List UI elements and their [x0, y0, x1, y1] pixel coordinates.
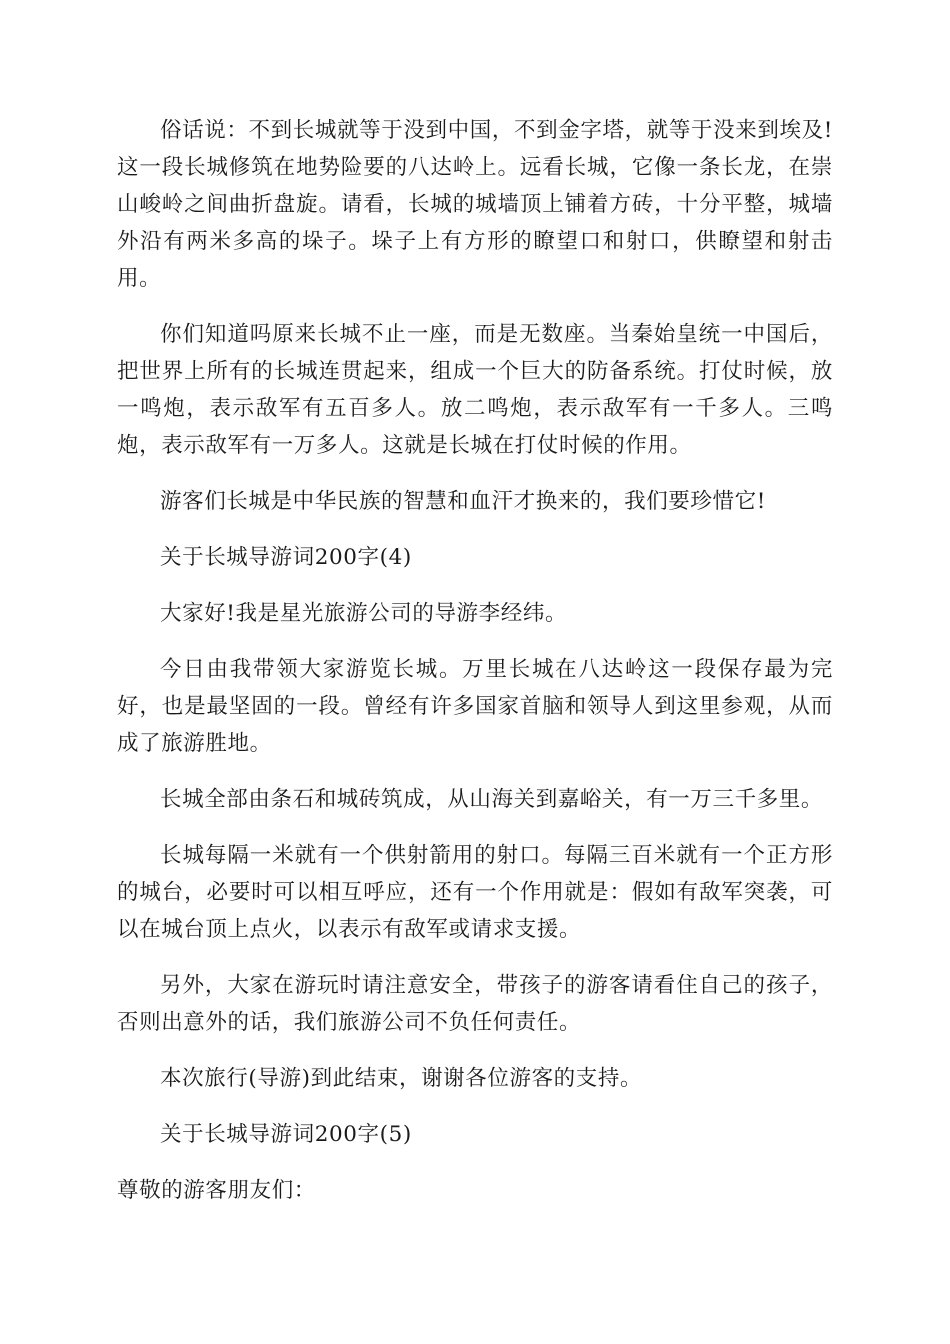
paragraph-badaling: 今日由我带领大家游览长城。万里长城在八达岭这一段保存最为完好，也是最坚固的一段。曾经有许多国家首脑和领导人到这里参观，从而成了旅游胜地。: [117, 657, 833, 756]
paragraph-salutation: 尊敬的游客朋友们：: [117, 1178, 316, 1203]
paragraph-construction: 长城全部由条石和城砖筑成，从山海关到嘉峪关，有一万三千多里。: [160, 787, 824, 812]
section-heading-5: 关于长城导游词200字(5): [160, 1122, 412, 1147]
document-page: [117, 112, 833, 1228]
paragraph-countless-walls: 你们知道吗原来长城不止一座，而是无数座。当秦始皇统一中国后，把世界上所有的长城连贯起来，组成一个巨大的防备系统。打仗时候，放一鸣炮，表示敌军有五百多人。放二鸣炮，表示敌军有一千多人。三鸣炮，表示敌军有一万多人。这就是长城在打仗时候的作用。: [117, 322, 833, 458]
paragraph-intro-saying: 俗话说：不到长城就等于没到中国，不到金字塔，就等于没来到埃及!这一段长城修筑在地势险要的八达岭上。远看长城，它像一条长龙，在崇山峻岭之间曲折盘旋。请看，长城的城墙顶上铺着方砖，十分平整，城墙外沿有两米多高的垛子。垛子上有方形的瞭望口和射口，供瞭望和射击用。: [117, 118, 833, 291]
paragraph-arrow-slits: 长城每隔一米就有一个供射箭用的射口。每隔三百米就有一个正方形的城台，必要时可以相互呼应，还有一个作用就是：假如有敌军突袭，可以在城台顶上点火，以表示有敌军或请求支援。: [117, 843, 833, 942]
paragraph-cherish: 游客们长城是中华民族的智慧和血汗才换来的，我们要珍惜它!: [160, 489, 766, 514]
section-heading-4: 关于长城导游词200字(4): [160, 545, 412, 570]
paragraph-safety: 另外，大家在游玩时请注意安全，带孩子的游客请看住自己的孩子，否则出意外的话，我们旅游公司不负任何责任。: [117, 973, 833, 1035]
paragraph-greeting: 大家好!我是星光旅游公司的导游李经纬。: [160, 601, 568, 626]
paragraph-ending: 本次旅行(导游)到此结束，谢谢各位游客的支持。: [160, 1066, 643, 1091]
